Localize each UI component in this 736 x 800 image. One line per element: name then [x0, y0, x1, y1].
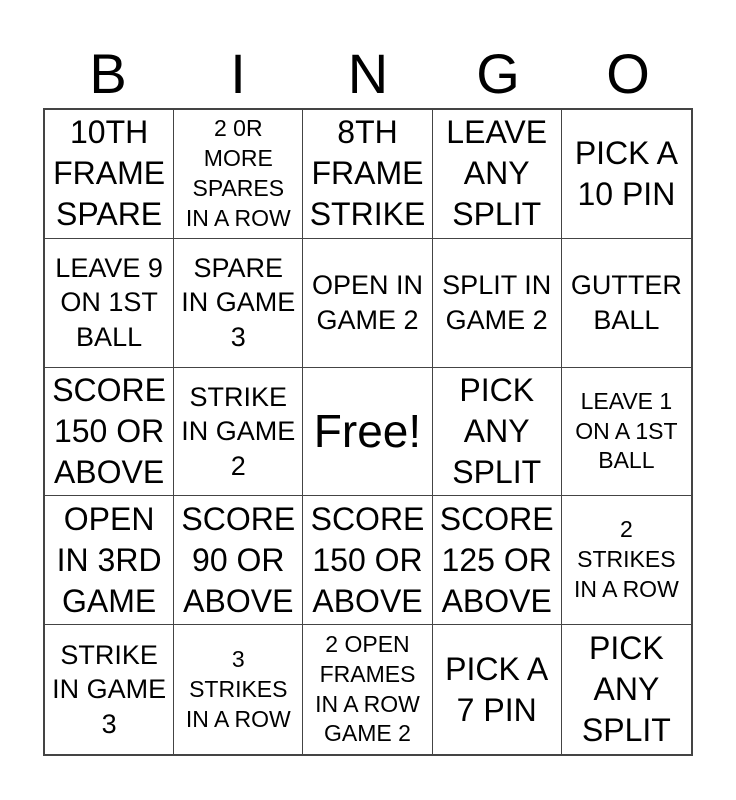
bingo-cell[interactable] — [562, 110, 691, 239]
bingo-cell-label: SCORE 90 OR ABOVE — [181, 500, 296, 619]
bingo-cell[interactable] — [433, 625, 562, 754]
free-space-cell[interactable] — [303, 368, 432, 497]
bingo-cell[interactable] — [303, 625, 432, 754]
bingo-cell-label: PICK ANY SPLIT — [581, 630, 671, 749]
bingo-cell-label: STRIKE IN GAME 2 — [181, 381, 296, 481]
bingo-cell-label: SPLIT IN GAME 2 — [442, 270, 552, 335]
bingo-cell-label: 10TH FRAME SPARE — [53, 114, 166, 233]
header-letter-o: O — [606, 42, 650, 105]
bingo-cell[interactable] — [45, 110, 174, 239]
bingo-cell-label: SPARE IN GAME 3 — [181, 252, 296, 352]
bingo-cell[interactable] — [562, 368, 691, 497]
bingo-cell-label: PICK A 7 PIN — [445, 650, 549, 728]
bingo-cell-label: SCORE 150 OR ABOVE — [310, 500, 425, 619]
bingo-cell-label: 2 STRIKES IN A ROW — [573, 516, 679, 603]
bingo-cell-label: OPEN IN 3RD GAME — [56, 500, 162, 619]
bingo-cell-label: LEAVE 9 ON 1ST BALL — [55, 252, 163, 352]
bingo-cell[interactable] — [562, 625, 691, 754]
bingo-cell[interactable] — [433, 239, 562, 368]
bingo-cell-label: STRIKE IN GAME 3 — [52, 639, 167, 739]
bingo-cell[interactable] — [174, 625, 303, 754]
bingo-cell-label: 2 0R MORE SPARES IN A ROW — [185, 115, 291, 231]
bingo-cell[interactable] — [174, 368, 303, 497]
bingo-cell-label: GUTTER BALL — [570, 270, 682, 335]
bingo-cell[interactable] — [303, 110, 432, 239]
bingo-cell[interactable] — [45, 368, 174, 497]
bingo-cell-label: 2 OPEN FRAMES IN A ROW GAME 2 — [315, 630, 420, 747]
bingo-cell-label: 3 STRIKES IN A ROW — [185, 645, 291, 732]
bingo-cell-label: PICK A 10 PIN — [574, 134, 678, 212]
bingo-cell[interactable] — [433, 368, 562, 497]
bingo-cell[interactable] — [45, 496, 174, 625]
header-letter-n: N — [347, 42, 389, 105]
bingo-cell-label: PICK ANY SPLIT — [452, 372, 542, 490]
bingo-cell[interactable] — [45, 625, 174, 754]
bingo-header — [43, 40, 693, 108]
bingo-cell-label: 8TH FRAME STRIKE — [309, 114, 426, 233]
bingo-cell[interactable] — [433, 110, 562, 239]
bingo-cell-label: LEAVE ANY SPLIT — [446, 114, 548, 233]
bingo-cell-label: OPEN IN GAME 2 — [311, 270, 423, 335]
bingo-cell-label: LEAVE 1 ON A 1ST BALL — [575, 387, 678, 474]
bingo-cell-label: SCORE 150 OR ABOVE — [52, 372, 166, 490]
bingo-board — [43, 108, 693, 756]
header-letter-i: I — [230, 42, 246, 105]
bingo-cell[interactable] — [174, 239, 303, 368]
bingo-cell[interactable] — [303, 239, 432, 368]
header-letter-b: B — [89, 42, 127, 105]
bingo-cell[interactable] — [45, 239, 174, 368]
bingo-cell[interactable] — [174, 496, 303, 625]
bingo-cell-label: Free! — [313, 405, 422, 458]
bingo-cell[interactable] — [174, 110, 303, 239]
bingo-cell[interactable] — [433, 496, 562, 625]
bingo-cell[interactable] — [562, 496, 691, 625]
bingo-cell-label: SCORE 125 OR ABOVE — [439, 500, 554, 619]
header-letter-g: G — [476, 42, 520, 105]
bingo-cell[interactable] — [562, 239, 691, 368]
bingo-cell[interactable] — [303, 496, 432, 625]
